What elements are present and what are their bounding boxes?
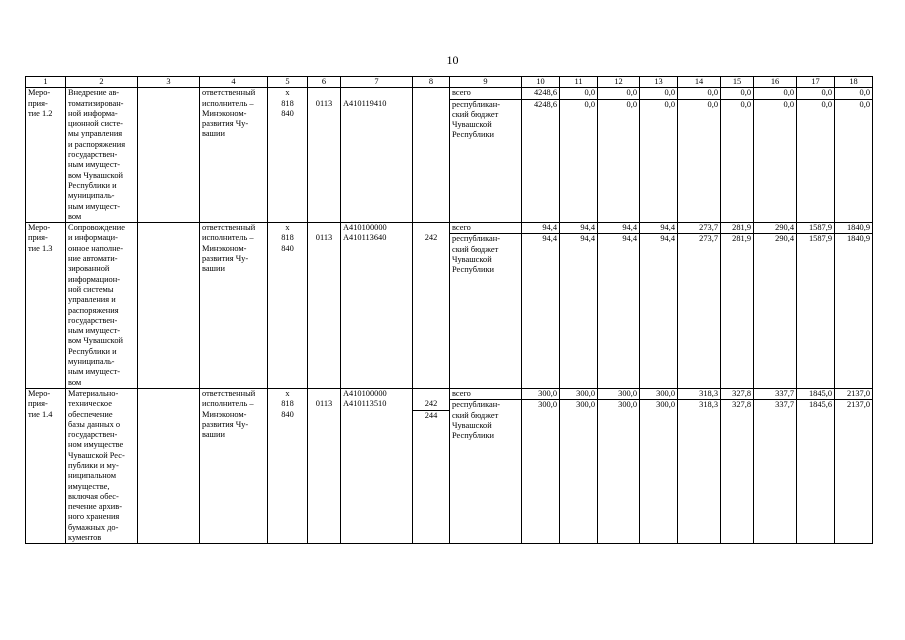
description-line: ным имущест- [68, 326, 121, 336]
vr-code: 244 [413, 410, 449, 421]
funding-source-line: ский бюджет [452, 410, 499, 420]
column-number-cell: 6 [308, 77, 341, 88]
description-line: муниципаль- [68, 357, 115, 367]
column-number-cell: 13 [640, 77, 678, 88]
grbs-code: х [285, 388, 290, 398]
funding-source-line: всего [452, 88, 471, 98]
csr-cell [341, 223, 413, 389]
measure-name-line: тие 1.3 [28, 243, 53, 253]
description-line: вом Чувашской [68, 170, 123, 180]
amount-value: 281,9 [732, 223, 751, 233]
amount-cell [598, 388, 640, 543]
rzpr-cell [308, 388, 341, 543]
executor-line: ответственный [202, 223, 256, 233]
grbs-code: х [285, 223, 290, 233]
amount-value: 290,4 [754, 233, 796, 244]
amount-cell [560, 88, 598, 223]
csr-code: А410119410 [343, 98, 387, 108]
csr-code: А410113640 [343, 233, 387, 243]
executor-line: развития Чу- [202, 419, 249, 429]
amount-value: 94,4 [522, 233, 559, 244]
measure-name-line: прия- [28, 98, 48, 108]
description-line: распоряжения [68, 305, 119, 315]
measure-name-cell [26, 88, 66, 223]
amount-cell [678, 88, 721, 223]
executor-line: ответственный [202, 388, 256, 398]
amount-cell [754, 88, 797, 223]
amount-cell [721, 88, 754, 223]
amount-cell [522, 388, 560, 543]
column-number-row [26, 77, 873, 88]
measure-name-line: Меро- [28, 88, 51, 98]
rzpr-cell [308, 223, 341, 389]
target-indicator-cell [138, 223, 200, 389]
measure-name-line: Меро- [28, 223, 51, 233]
amount-cell [797, 88, 835, 223]
amount-value: 0,0 [664, 88, 675, 98]
description-line: ным имущест- [68, 201, 121, 211]
column-number-cell: 10 [522, 77, 560, 88]
amount-value: 0,0 [598, 99, 639, 110]
funding-source-line: Республики [452, 265, 495, 275]
funding-source [452, 88, 519, 98]
amount-value: 0,0 [707, 88, 718, 98]
measure-description-cell [66, 223, 138, 389]
amount-cell [754, 223, 797, 389]
amount-value: 281,9 [721, 233, 753, 244]
funding-source-line: Республики [452, 130, 495, 140]
amount-cell [678, 388, 721, 543]
page-number: 10 [446, 53, 459, 67]
funding-source [450, 99, 521, 141]
amount-value: 0,0 [626, 88, 637, 98]
amount-value: 0,0 [797, 99, 834, 110]
funding-source-line: ский бюджет [452, 109, 499, 119]
amount-value: 300,0 [618, 388, 637, 398]
amount-value: 1587,9 [797, 233, 834, 244]
amount-value: 1845,6 [797, 399, 834, 410]
executor-line: развития Чу- [202, 254, 249, 264]
description-line: Республики и [68, 180, 117, 190]
vr-cell [413, 88, 450, 223]
amount-value: 0,0 [783, 88, 794, 98]
executor-line: вашии [202, 430, 225, 440]
executor-line: Минэконом- [202, 108, 247, 118]
grbs-code: 840 [281, 108, 294, 118]
amount-value: 327,8 [732, 388, 751, 398]
amount-value: 1587,9 [808, 223, 832, 233]
description-line: базы данных о [68, 419, 121, 429]
amount-value: 327,8 [721, 399, 753, 410]
description-line: государствен- [68, 150, 118, 160]
column-number-cell: 11 [560, 77, 598, 88]
executor-line: исполнитель – [202, 233, 254, 243]
amount-cell [797, 388, 835, 543]
amount-cell [721, 388, 754, 543]
measure-name-line: тие 1.2 [28, 108, 53, 118]
description-line: печение архив- [68, 502, 123, 512]
executor-line: исполнитель – [202, 399, 254, 409]
description-line: вом Чувашской [68, 336, 123, 346]
target-indicator-cell [138, 88, 200, 223]
measure-description-cell [66, 88, 138, 223]
funding-source-cell [450, 223, 522, 389]
measure-name-line: тие 1.4 [28, 409, 53, 419]
amount-value: 1845,0 [808, 388, 832, 398]
amount-value: 300,0 [640, 399, 677, 410]
grbs-code: 818 [281, 98, 294, 108]
amount-value: 318,3 [699, 388, 718, 398]
amount-cell [835, 88, 873, 223]
amount-value: 2137,0 [846, 388, 870, 398]
amount-value: 273,7 [699, 223, 718, 233]
measure-row [26, 388, 873, 543]
csr-cell [341, 88, 413, 223]
grbs-cell [268, 88, 308, 223]
executor-line: Минэконом- [202, 409, 247, 419]
measure-name-cell [26, 388, 66, 543]
description-line: ным имущест- [68, 367, 121, 377]
amount-value: 94,4 [580, 223, 595, 233]
column-number-cell: 12 [598, 77, 640, 88]
amount-value: 300,0 [576, 388, 595, 398]
description-line: зированной [68, 264, 110, 274]
executor-line: ответственный [202, 88, 256, 98]
csr-code: А410113510 [343, 399, 387, 409]
amount-cell [640, 88, 678, 223]
description-line: онное наполне- [68, 243, 124, 253]
description-line: информацион- [68, 274, 121, 284]
description-line: имуществе, [68, 481, 110, 491]
funding-source-line: республикан- [452, 400, 501, 410]
description-line: ной информа- [68, 108, 118, 118]
amount-value: 300,0 [656, 388, 675, 398]
description-line: ционной систе- [68, 119, 123, 129]
executor-cell [200, 388, 268, 543]
amount-value: 273,7 [678, 233, 720, 244]
description-line: публики и му- [68, 460, 119, 470]
description-line: государствен- [68, 315, 118, 325]
funding-source-line: всего [452, 388, 471, 398]
budget-table [25, 76, 873, 544]
target-indicator-cell [138, 388, 200, 543]
funding-source-line: всего [452, 223, 471, 233]
description-line: и информаци- [68, 233, 118, 243]
description-line: управления и [68, 295, 116, 305]
description-line: ной системы [68, 284, 114, 294]
amount-cell [598, 223, 640, 389]
vr-cell [413, 223, 450, 389]
description-line: кументов [68, 533, 102, 543]
amount-value: 94,4 [622, 223, 637, 233]
amount-value: 94,4 [660, 223, 675, 233]
description-line: ниципальном [68, 471, 117, 481]
amount-cell [598, 88, 640, 223]
amount-value: 0,0 [560, 99, 597, 110]
rzpr-cell [308, 88, 341, 223]
column-number-cell: 14 [678, 77, 721, 88]
amount-value: 318,3 [678, 399, 720, 410]
rzpr-code: 0113 [315, 399, 333, 409]
funding-source-line: ский бюджет [452, 244, 499, 254]
funding-source-line: республикан- [452, 234, 501, 244]
csr-code: А410100000 [343, 388, 387, 398]
amount-value: 94,4 [598, 233, 639, 244]
executor-cell [200, 223, 268, 389]
column-number-cell: 16 [754, 77, 797, 88]
measure-name-line: прия- [28, 399, 48, 409]
grbs-code: 840 [281, 409, 294, 419]
vr-code: 242 [424, 399, 438, 409]
grbs-cell [268, 388, 308, 543]
amount-cell [560, 388, 598, 543]
amount-value: 300,0 [560, 399, 597, 410]
executor-line: исполнитель – [202, 98, 254, 108]
description-line: Материально- [68, 388, 119, 398]
vr-code: 242 [424, 233, 438, 243]
amount-value: 300,0 [522, 399, 559, 410]
executor-cell [200, 88, 268, 223]
column-number-cell: 18 [835, 77, 873, 88]
measure-name-cell [26, 223, 66, 389]
funding-source-line: Чувашской [452, 255, 492, 265]
amount-value: 290,4 [775, 223, 794, 233]
amount-value: 337,7 [754, 399, 796, 410]
column-number-cell: 5 [268, 77, 308, 88]
amount-value: 0,0 [640, 99, 677, 110]
description-line: ние автомати- [68, 254, 118, 264]
funding-source [452, 389, 519, 399]
measure-description-cell [66, 388, 138, 543]
amount-cell [522, 88, 560, 223]
amount-value: 94,4 [640, 233, 677, 244]
measure-row [26, 88, 873, 223]
amount-value: 0,0 [584, 88, 595, 98]
executor-line: развития Чу- [202, 119, 249, 129]
column-number-cell: 7 [341, 77, 413, 88]
csr-code: А410100000 [343, 223, 387, 233]
description-line: техническое [68, 399, 112, 409]
executor-line: вашии [202, 129, 225, 139]
amount-value: 0,0 [835, 99, 872, 110]
grbs-code: 818 [281, 233, 294, 243]
amount-cell [754, 388, 797, 543]
description-line: Республики и [68, 346, 117, 356]
description-line: обеспечение [68, 409, 113, 419]
vr-cell [413, 388, 450, 543]
amount-value: 0,0 [754, 99, 796, 110]
measure-name-line: Меро- [28, 388, 51, 398]
column-number-cell: 9 [450, 77, 522, 88]
amount-value: 0,0 [678, 99, 720, 110]
description-line: вом [68, 211, 82, 221]
description-line: государствен- [68, 430, 118, 440]
amount-value: 300,0 [598, 399, 639, 410]
measure-row [26, 223, 873, 389]
grbs-code: 840 [281, 243, 294, 253]
funding-source [450, 399, 521, 441]
funding-source-line: Республики [452, 431, 495, 441]
rzpr-code: 0113 [315, 98, 333, 108]
amount-cell [721, 223, 754, 389]
amount-value: 0,0 [821, 88, 832, 98]
executor-line: вашии [202, 264, 225, 274]
column-number-cell: 1 [26, 77, 66, 88]
grbs-cell [268, 223, 308, 389]
description-line: муниципаль- [68, 191, 115, 201]
description-line: Сопровождение [68, 223, 125, 233]
amount-value: 0,0 [740, 88, 751, 98]
description-line: Внедрение ав- [68, 88, 120, 98]
description-line: бумажных до- [68, 522, 119, 532]
description-line: томатизирован- [68, 98, 124, 108]
amount-value: 94,4 [542, 223, 557, 233]
description-line: ного хранения [68, 512, 120, 522]
description-line: ным имущест- [68, 160, 121, 170]
amount-cell [522, 223, 560, 389]
csr-cell [341, 388, 413, 543]
column-number-cell: 15 [721, 77, 754, 88]
funding-source [452, 223, 519, 233]
description-line: ном имуществе [68, 440, 124, 450]
funding-source-line: республикан- [452, 99, 501, 109]
amount-cell [560, 223, 598, 389]
funding-source-cell [450, 388, 522, 543]
executor-line: Минэконом- [202, 243, 247, 253]
funding-source [450, 233, 521, 275]
grbs-code: 818 [281, 399, 294, 409]
amount-value: 1840,9 [835, 233, 872, 244]
grbs-code: х [285, 88, 290, 98]
amount-cell [678, 223, 721, 389]
amount-value: 4248,6 [533, 88, 557, 98]
column-number-cell: 17 [797, 77, 835, 88]
funding-source-line: Чувашской [452, 120, 492, 130]
column-number-cell: 3 [138, 77, 200, 88]
column-number-cell: 2 [66, 77, 138, 88]
amount-cell [835, 388, 873, 543]
amount-cell [640, 388, 678, 543]
amount-cell [640, 223, 678, 389]
column-number-cell: 8 [413, 77, 450, 88]
funding-source-line: Чувашской [452, 420, 492, 430]
amount-cell [835, 223, 873, 389]
amount-cell [797, 223, 835, 389]
measure-name-line: прия- [28, 233, 48, 243]
amount-value: 94,4 [560, 233, 597, 244]
amount-value: 337,7 [775, 388, 794, 398]
description-line: и распоряжения [68, 139, 126, 149]
funding-source-cell [450, 88, 522, 223]
column-number-cell: 4 [200, 77, 268, 88]
amount-value: 4248,6 [522, 99, 559, 110]
amount-value: 1840,9 [846, 223, 870, 233]
amount-value: 0,0 [721, 99, 753, 110]
amount-value: 2137,0 [835, 399, 872, 410]
description-line: Чувашской Рес- [68, 450, 125, 460]
description-line: мы управления [68, 129, 123, 139]
amount-value: 0,0 [859, 88, 870, 98]
description-line: вом [68, 377, 82, 387]
amount-value: 300,0 [538, 388, 557, 398]
description-line: включая обес- [68, 491, 119, 501]
rzpr-code: 0113 [315, 233, 333, 243]
